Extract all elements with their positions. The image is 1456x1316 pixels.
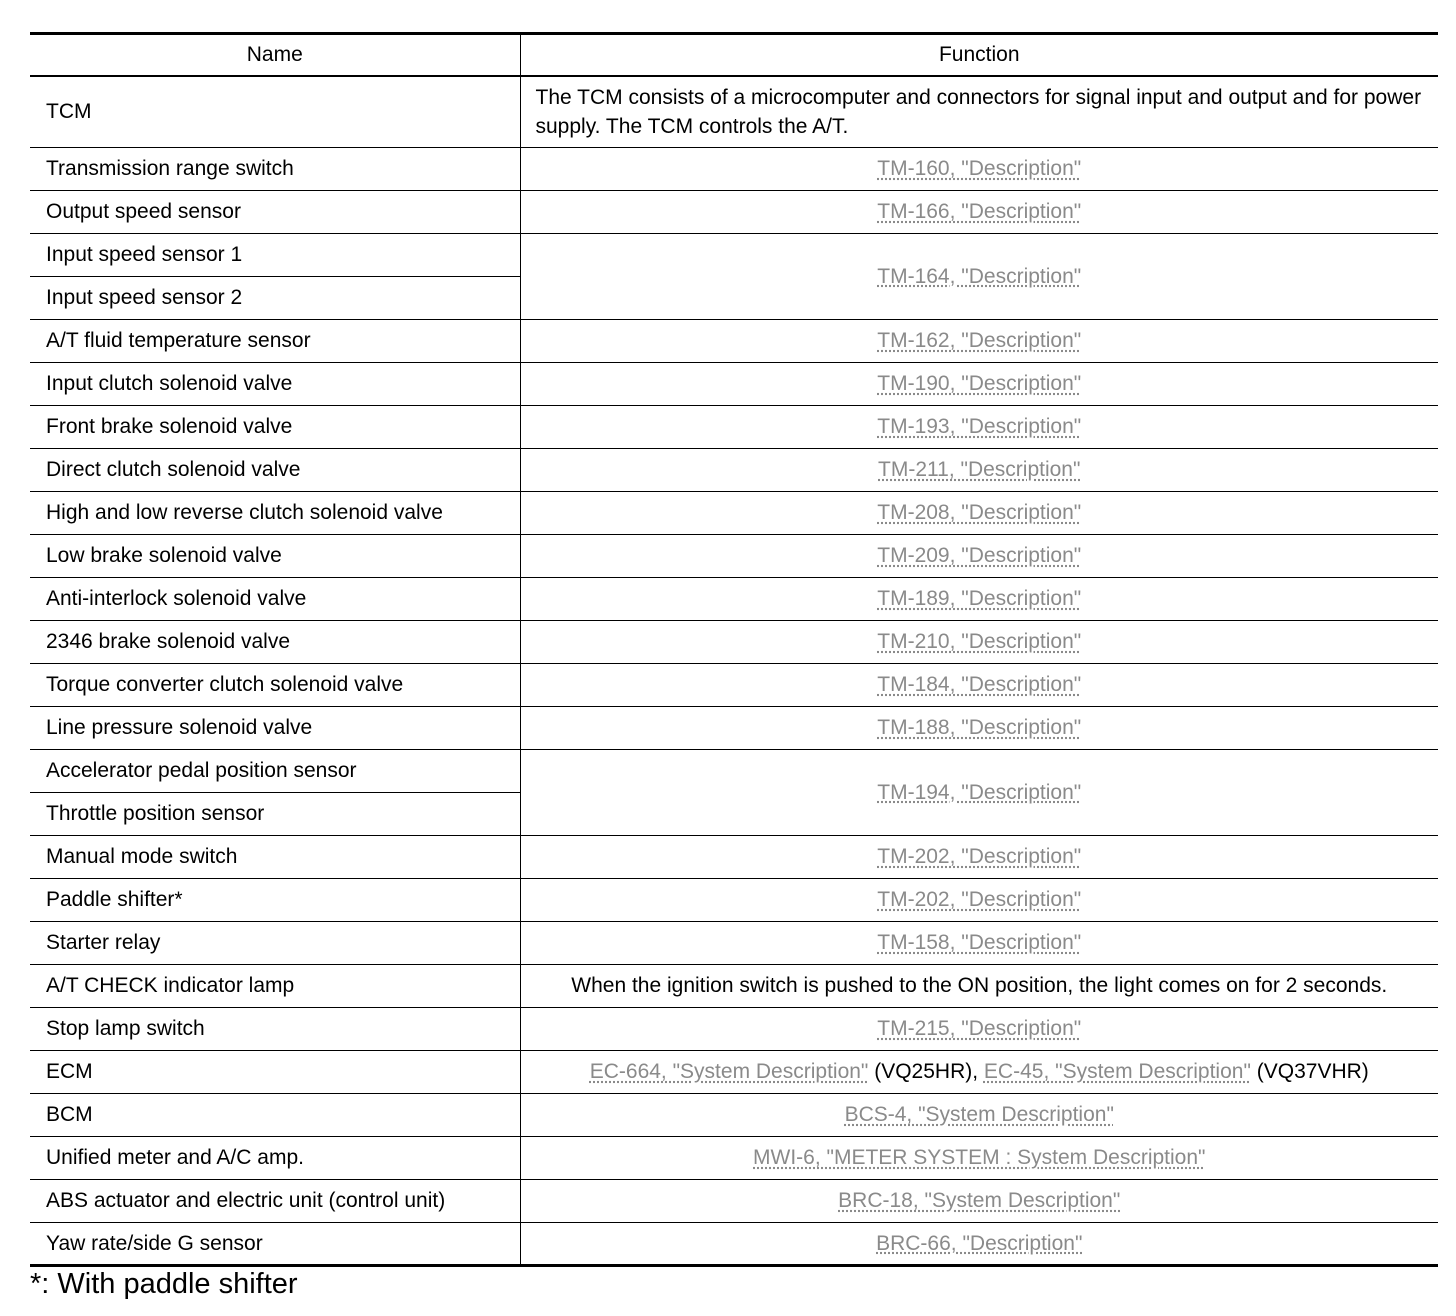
row-name: Manual mode switch	[30, 836, 520, 879]
row-function	[520, 1223, 1438, 1266]
row-name: Yaw rate/side G sensor	[30, 1223, 520, 1266]
reference-link[interactable]: TM-190, "Description"	[877, 372, 1082, 395]
reference-link[interactable]: TM-160, "Description"	[877, 157, 1082, 180]
table-row	[30, 922, 1438, 965]
engine-note-vq37vhr: (VQ37VHR)	[1250, 1060, 1369, 1083]
table-row	[30, 234, 1438, 277]
row-function	[520, 535, 1438, 578]
reference-link[interactable]: TM-164, "Description"	[877, 264, 1082, 288]
reference-link[interactable]: TM-202, "Description"	[877, 845, 1082, 868]
row-name: A/T CHECK indicator lamp	[30, 965, 520, 1008]
row-name: Throttle position sensor	[30, 793, 520, 836]
row-name: ECM	[30, 1051, 520, 1094]
row-function	[520, 449, 1438, 492]
row-function	[520, 1094, 1438, 1137]
row-function	[520, 148, 1438, 191]
row-name: Input speed sensor 2	[30, 277, 520, 320]
table-row	[30, 320, 1438, 363]
reference-link[interactable]: BRC-18, "System Description"	[838, 1189, 1121, 1212]
row-function	[520, 621, 1438, 664]
row-name: Output speed sensor	[30, 191, 520, 234]
table-row	[30, 750, 1438, 793]
reference-link[interactable]: TM-184, "Description"	[877, 673, 1082, 696]
table-row	[30, 148, 1438, 191]
table-row	[30, 1137, 1438, 1180]
table-row	[30, 707, 1438, 750]
row-name: ABS actuator and electric unit (control unit)	[30, 1180, 520, 1223]
reference-link-vq37vhr[interactable]: EC-45, "System Description"	[983, 1060, 1251, 1083]
reference-link[interactable]: TM-209, "Description"	[877, 544, 1082, 567]
reference-link[interactable]: TM-189, "Description"	[877, 587, 1082, 610]
row-function	[520, 406, 1438, 449]
row-function	[520, 320, 1438, 363]
row-name: Stop lamp switch	[30, 1008, 520, 1051]
reference-link-vq25hr[interactable]: EC-664, "System Description"	[589, 1060, 869, 1083]
table-header-row	[30, 34, 1438, 76]
row-function	[520, 922, 1438, 965]
footnote: *: With paddle shifter	[30, 1268, 298, 1300]
reference-link[interactable]: MWI-6, "METER SYSTEM : System Description"	[753, 1146, 1206, 1169]
reference-link[interactable]: TM-194, "Description"	[877, 780, 1082, 804]
column-header-function: Function	[520, 34, 1438, 76]
reference-link[interactable]: TM-166, "Description"	[877, 200, 1082, 223]
row-function	[520, 1180, 1438, 1223]
table-row	[30, 664, 1438, 707]
row-function	[520, 664, 1438, 707]
row-name: Input speed sensor 1	[30, 234, 520, 277]
reference-link[interactable]: TM-215, "Description"	[877, 1017, 1082, 1040]
reference-link[interactable]: TM-158, "Description"	[877, 931, 1082, 954]
row-function	[520, 234, 1438, 320]
row-function	[520, 578, 1438, 621]
row-name: Accelerator pedal position sensor	[30, 750, 520, 793]
reference-link[interactable]: BCS-4, "System Description"	[844, 1103, 1114, 1126]
reference-link[interactable]: TM-188, "Description"	[877, 716, 1082, 739]
table-row	[30, 1051, 1438, 1094]
row-name: BCM	[30, 1094, 520, 1137]
engine-note-vq25hr: (VQ25HR),	[868, 1060, 984, 1083]
table-row	[30, 1223, 1438, 1266]
row-name: A/T fluid temperature sensor	[30, 320, 520, 363]
table-row	[30, 965, 1438, 1008]
row-name: Front brake solenoid valve	[30, 406, 520, 449]
column-header-name: Name	[30, 34, 520, 76]
table-row	[30, 535, 1438, 578]
row-name: Torque converter clutch solenoid valve	[30, 664, 520, 707]
component-table-container	[30, 32, 1438, 1267]
reference-link[interactable]: BRC-66, "Description"	[876, 1231, 1083, 1255]
reference-link[interactable]: TM-162, "Description"	[877, 329, 1082, 352]
row-function	[520, 750, 1438, 836]
row-function	[520, 879, 1438, 922]
row-name: Anti-interlock solenoid valve	[30, 578, 520, 621]
table-row	[30, 363, 1438, 406]
table-row	[30, 492, 1438, 535]
table-row	[30, 1008, 1438, 1051]
row-name: Transmission range switch	[30, 148, 520, 191]
reference-link[interactable]: TM-208, "Description"	[877, 501, 1082, 524]
row-function	[520, 1008, 1438, 1051]
row-function	[520, 363, 1438, 406]
table-row	[30, 879, 1438, 922]
reference-link[interactable]: TM-202, "Description"	[877, 888, 1082, 911]
row-name: Low brake solenoid valve	[30, 535, 520, 578]
row-name: 2346 brake solenoid valve	[30, 621, 520, 664]
table-row	[30, 76, 1438, 148]
reference-link[interactable]: TM-211, "Description"	[878, 458, 1081, 481]
row-name: Paddle shifter*	[30, 879, 520, 922]
table-row	[30, 449, 1438, 492]
row-function	[520, 707, 1438, 750]
table-row	[30, 406, 1438, 449]
table-row	[30, 1180, 1438, 1223]
table-row	[30, 191, 1438, 234]
row-name: Unified meter and A/C amp.	[30, 1137, 520, 1180]
row-function	[520, 836, 1438, 879]
row-name: Line pressure solenoid valve	[30, 707, 520, 750]
row-function: When the ignition switch is pushed to the ON position, the light comes on for 2 seconds.	[520, 965, 1438, 1008]
component-function-table	[30, 32, 1438, 1267]
table-row	[30, 836, 1438, 879]
reference-link[interactable]: TM-193, "Description"	[877, 415, 1082, 438]
row-name: TCM	[30, 76, 520, 148]
table-row	[30, 1094, 1438, 1137]
row-name: High and low reverse clutch solenoid valve	[30, 492, 520, 535]
row-function	[520, 1051, 1438, 1094]
table-row	[30, 578, 1438, 621]
row-function: The TCM consists of a microcomputer and connectors for signal input and output and for power supply. The TCM controls the A/T.	[520, 76, 1438, 148]
row-name: Starter relay	[30, 922, 520, 965]
row-function	[520, 191, 1438, 234]
row-name: Direct clutch solenoid valve	[30, 449, 520, 492]
table-row	[30, 621, 1438, 664]
row-function	[520, 1137, 1438, 1180]
row-name: Input clutch solenoid valve	[30, 363, 520, 406]
reference-link[interactable]: TM-210, "Description"	[877, 630, 1082, 653]
row-function	[520, 492, 1438, 535]
